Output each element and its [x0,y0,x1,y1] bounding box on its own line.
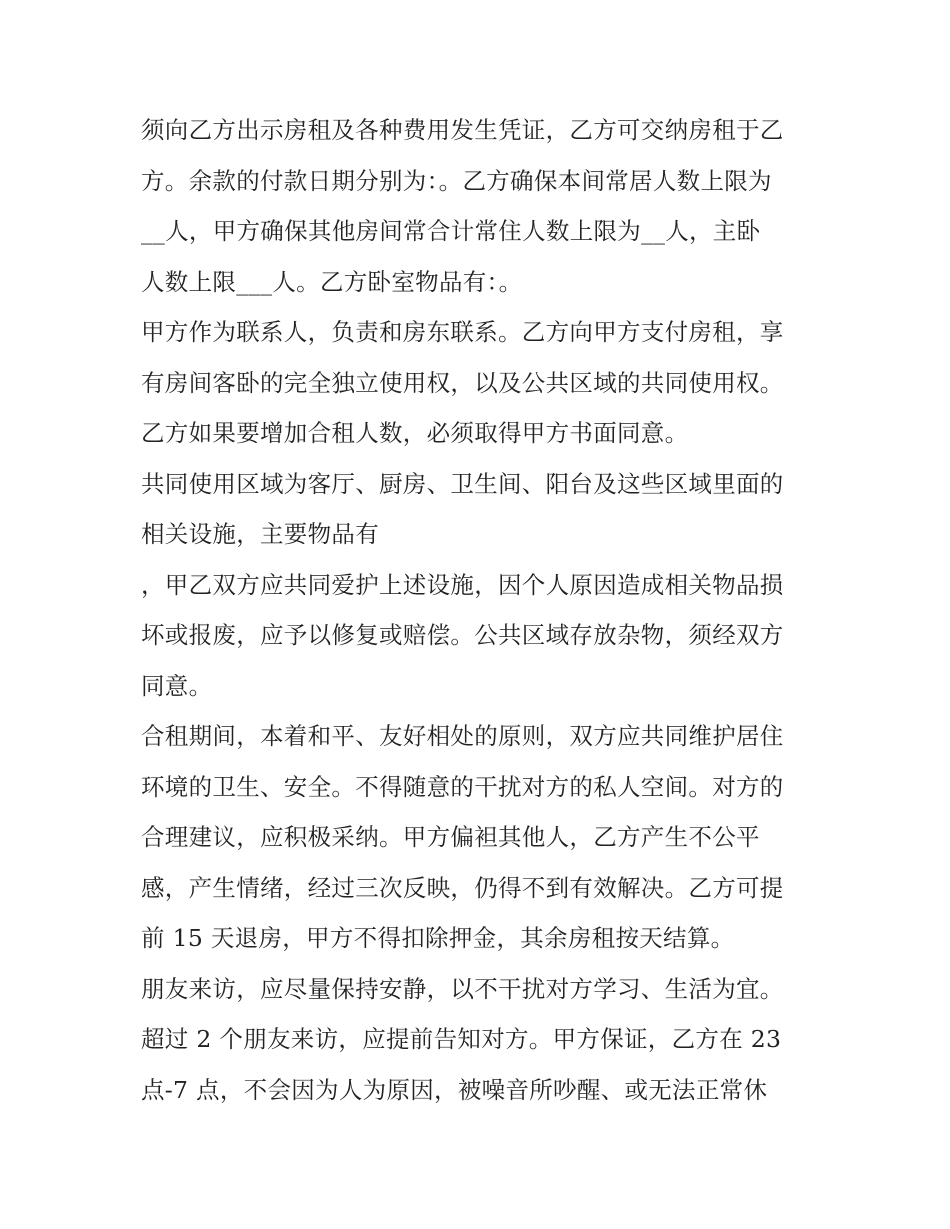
text-line: 朋友来访，应尽量保持安静，以不干扰对方学习、生活为宜。 [141,974,784,1003]
text-line: 相关设施，主要物品有 [141,520,379,548]
text-line: 环境的卫生、安全。不得随意的干扰对方的私人空间。对方的 [141,772,784,801]
text-line: __人，甲方确保其他房间常合计常住人数上限为__人，主卧 [141,217,761,245]
text-line: 有房间客卧的完全独立使用权，以及公共区域的共同使用权。 [141,368,784,397]
text-line: 人数上限___人。乙方卧室物品有：。 [141,267,523,296]
text-line: 感，产生情绪，经过三次反映，仍得不到有效解决。乙方可提 [141,873,784,902]
text-line: 合理建议，应积极采纳。甲方偏袒其他人，乙方产生不公平 [141,823,760,851]
text-line: 坏或报废，应予以修复或赔偿。公共区域存放杂物，须经双方 [141,621,784,649]
document-body [141,105,821,1115]
text-line: 须向乙方出示房租及各种费用发生凭证，乙方可交纳房租于乙 [141,116,784,144]
text-line: 甲方作为联系人，负责和房东联系。乙方向甲方支付房租，享 [141,318,784,346]
text-line: 方。余款的付款日期分别为：。乙方确保本间常居人数上限为 [141,166,772,195]
text-line: ，甲乙双方应共同爱护上述设施，因个人原因造成相关物品损 [141,570,784,599]
text-line: 合租期间，本着和平、友好相处的原则，双方应共同维护居住 [141,722,784,750]
text-line: 超过 2 个朋友来访，应提前告知对方。甲方保证，乙方在 23 [141,1025,782,1053]
text-line: 点-7 点，不会因为人为原因，被噪音所吵醒、或无法正常休 [141,1075,768,1104]
text-line: 乙方如果要增加合租人数，必须取得甲方书面同意。 [141,419,689,447]
text-line: 共同使用区域为客厅、厨房、卫生间、阳台及这些区域里面的 [141,469,784,498]
text-line: 前 15 天退房，甲方不得扣除押金，其余房租按天结算。 [141,924,735,952]
text-line: 同意。 [141,671,213,700]
